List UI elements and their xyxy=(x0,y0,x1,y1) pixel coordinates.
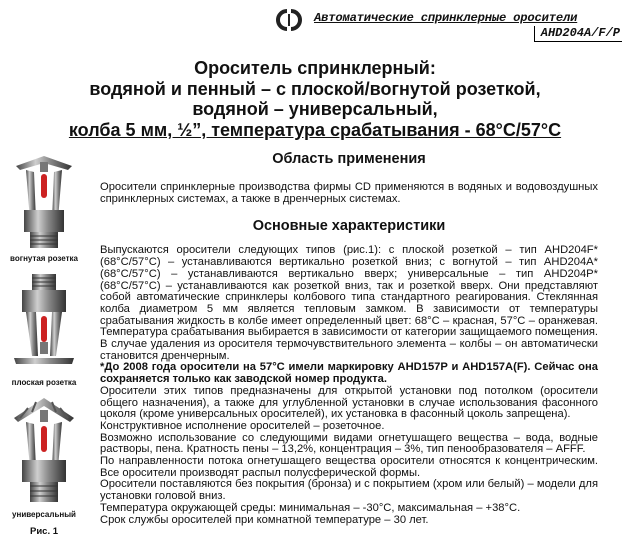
header-model: AHD204A/F/P xyxy=(534,26,622,42)
page-title xyxy=(0,58,630,140)
specs-paragraph-8: Температура окружающей среды: минимальная – -30°C, максимальная – +38°C. xyxy=(100,501,521,514)
figure-label: Рис. 1 xyxy=(29,526,59,537)
title-line-2: водяной и пенный – с плоской/вогнутой розеткой, xyxy=(89,78,541,99)
caption-universal: универсальный xyxy=(12,510,76,519)
specs-paragraph-7: Оросители поставляются без покрытия (бронза) и с покрытием (хром или белый) – модели для установки головой вниз. xyxy=(100,478,598,503)
specs-paragraph-1: Выпускаются оросители следующих типов (рис.1): с плоской розеткой – тип AHD204F* (68°C/57°C) – устанавливаются вертикально розеткой вниз; с вогнутой – тип AHD204A* (68°C/57°C) – устанавливаются вертикально вверх; универсальные – тип AHD204P* (68°C/57°C) – устанавливаются как розеткой вниз, так и розеткой вверх. Они представляют собой автоматические спринклеры колбового типа стандартного реагирования. Стеклянная колба диаметром 5 мм является тепловым замком. В зависимости от температуры срабатывания жидкость в колбе имеет определенный цвет: 68°C – красная, 57°C – оранжевая. Температура срабатывания выбирается в зависимости от категории защищаемого помещения. В случае удаления из оросителя термочувствительного элемента – колбы – он автоматически становится дренчерным. xyxy=(100,244,598,362)
heading-specs: Основные характеристики xyxy=(252,218,446,235)
sprinkler-universal-photo xyxy=(12,396,76,506)
caption-flat: плоская розетка xyxy=(11,378,77,387)
page-header xyxy=(0,0,630,44)
title-line-1: Ороситель спринклерный: xyxy=(194,58,436,78)
sprinkler-flat-photo xyxy=(12,272,76,372)
content-column xyxy=(100,148,598,526)
specs-paragraph-9: Срок службы оросителей при комнатной температуре – 30 лет. xyxy=(100,513,429,526)
specs-footnote: *До 2008 года оросители на 57°C имели маркировку AHD157P и AHD157A(F). Сейчас она сохраняется только как заводской номер продукта. xyxy=(100,361,598,386)
specs-paragraph-5: Возможно использование со следующими видами огнетушащего вещества – вода, водные растворы, пена. Кратность пены – 13,2%, концентрация – 3%, тип пенообразователя – AFFF. xyxy=(100,431,598,456)
header-title: Автоматические спринклерные оросители xyxy=(314,11,578,25)
sprinkler-concave-photo xyxy=(12,150,76,250)
application-text: Оросители спринклерные производства фирмы CD применяются в водяных и водовоздушных спринклерных системах, а также в дренчерных системах. xyxy=(100,181,598,205)
caption-concave: вогнутая розетка xyxy=(10,254,78,263)
cd-logo-icon xyxy=(274,8,304,32)
specs-paragraph-4: Конструктивное исполнение оросителей – розеточное. xyxy=(100,419,385,432)
specs-paragraph-3: Оросители этих типов предназначены для открытой установки под потолком (оросители общего назначения), а также для углубленной установки в случае использования фасонного цоколя (кроме универсальных оросителей), их установка в фасонный цоколь запрещена). xyxy=(100,384,598,421)
title-line-4: колба 5 мм, ½”, температура срабатывания - 68°C/57°C xyxy=(68,119,562,140)
title-line-3: водяной – универсальный, xyxy=(192,99,438,120)
specs-paragraph-6: По направленности потока огнетушащего вещества оросители относятся к концентрическим. Все оросители производят распыл полусферической формы. xyxy=(100,455,598,479)
heading-application: Область применения xyxy=(272,151,426,167)
figure-1 xyxy=(0,148,88,543)
